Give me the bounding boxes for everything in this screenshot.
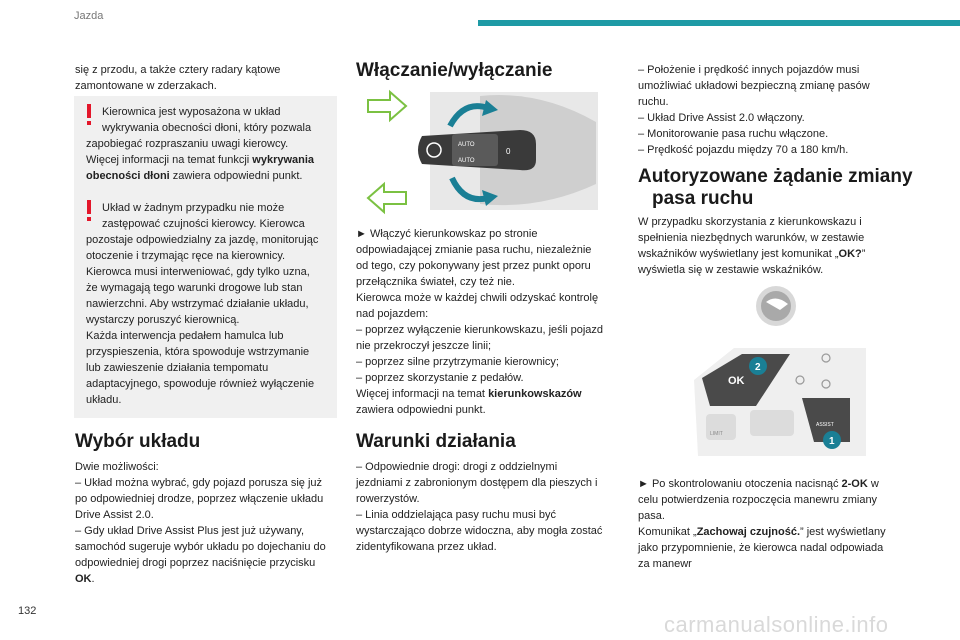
- text-line: po odpowiedniej drodze, poprzez włączenie układu: [75, 493, 324, 505]
- steering-wheel-controls-illustration: [690, 284, 870, 460]
- limit-label: LIMIT: [710, 431, 723, 437]
- text-line: Więcej informacji na temat funkcji wykrywania: [86, 154, 315, 166]
- text-line: ► Włączyć kierunkowskaz po stronie: [356, 228, 538, 240]
- text-line: przełącznika świateł, czy też nie.: [356, 276, 515, 288]
- col1-intro: [75, 62, 345, 94]
- text-line: W przypadku skorzystania z kierunkowskazu i: [638, 216, 862, 228]
- page-number: 132: [18, 605, 37, 617]
- assist-label: ASSIST: [816, 422, 834, 428]
- text-line: OK.: [75, 573, 95, 585]
- text-line: że wymagają tego warunki drogowe lub stan: [86, 282, 303, 294]
- heading-line: pasa ruchu: [652, 188, 754, 209]
- text-line: odpowiedniej drogi poprzez naciśnięcie przycisku: [75, 557, 316, 569]
- text-line: Drive Assist 2.0.: [75, 509, 154, 521]
- text-line: Dwie możliwości:: [75, 461, 159, 473]
- warning-box-driver-responsibility: [74, 192, 337, 418]
- text-line: spełnienia niezbędnych warunków, w zestawie: [638, 232, 865, 244]
- text-line: za manewr: [638, 558, 692, 570]
- text-line: – poprzez wyłączenie kierunkowskazu, jeśli pojazd: [356, 324, 604, 336]
- text-line: Kierownica jest wyposażona w układ: [102, 106, 281, 118]
- text-line: umożliwiać układowi bezpieczną zmianę pasów: [638, 80, 870, 92]
- text-line: lub zawieszenie działania tempomatu: [86, 362, 269, 374]
- text-line: od tego, czy pokonywany jest przez punkt oporu: [356, 260, 591, 272]
- col3-p2: [638, 476, 910, 572]
- text-line: pozostaje odpowiedzialny za jazdę, monitorując: [86, 234, 319, 246]
- text-line: jezdniami z zabronionym dostępem dla pieszych i: [356, 477, 598, 489]
- badge-2-label: 2: [755, 362, 761, 373]
- text-line: zastępować czujności kierowcy. Kierowca: [102, 218, 305, 230]
- heading-line: Autoryzowane żądanie zmiany: [638, 166, 913, 187]
- stalk-illustration: [360, 86, 610, 216]
- text-line: Każda interwencja pedałem hamulca lub: [86, 330, 284, 342]
- text-line: adaptacyjnego, spowoduje również wyłączenie: [86, 378, 315, 390]
- text-line: zawiera odpowiedni punkt.: [356, 404, 486, 416]
- text-line: układu.: [86, 394, 122, 406]
- heading-authorized-lane-change: [638, 166, 928, 210]
- text-line: wyświetla się w zestawie wskaźników.: [638, 264, 824, 276]
- heading-on-off: Włączanie/wyłączanie: [356, 60, 553, 81]
- text-line: ► Po skontrolowaniu otoczenia nacisnąć 2-OK w: [638, 478, 879, 490]
- text-line: – Położenie i prędkość innych pojazdów musi: [638, 64, 860, 76]
- text-line: zamontowane w zderzakach.: [75, 80, 217, 92]
- text-line: – Odpowiednie drogi: drogi z oddzielnymi: [356, 461, 558, 473]
- text-line: wskaźników wyświetlany jest komunikat „OK?”: [638, 248, 866, 260]
- text-line: – poprzez skorzystanie z pedałów.: [356, 372, 524, 384]
- col2-conditions: [356, 459, 618, 555]
- label-off: 0: [506, 147, 511, 156]
- col3-intro: [638, 62, 910, 158]
- text-line: pasa.: [638, 510, 665, 522]
- pause-button[interactable]: [750, 410, 794, 436]
- label-auto-top: AUTO: [458, 142, 475, 148]
- label-auto-bottom: AUTO: [458, 158, 475, 164]
- watermark: carmanualsonline.info: [664, 612, 889, 637]
- arrow-right-icon: [368, 92, 406, 120]
- text-line: – Prędkość pojazdu między 70 a 180 km/h.: [638, 144, 849, 156]
- heading-system-selection: Wybór układu: [75, 431, 201, 452]
- text-line: otoczenie i trzymając ręce na kierownicy.: [86, 250, 286, 262]
- text-line: wykrywania obecności dłoni, który pozwala: [102, 122, 312, 134]
- text-line: ruchu.: [638, 96, 669, 108]
- col1-body: [75, 459, 345, 587]
- text-line: Kierowca może w każdej chwili odzyskać kontrolę: [356, 292, 599, 304]
- text-line: – poprzez silne przytrzymanie kierownicy;: [356, 356, 559, 368]
- text-line: się z przodu, a także cztery radary kątowe: [75, 64, 281, 76]
- header-accent-bar: [478, 20, 960, 26]
- ok-label: OK: [728, 375, 745, 387]
- text-line: wystarczy poruszyć kierownicą.: [86, 314, 240, 326]
- text-line: samochód sugeruje wybór układu po dojechaniu do: [75, 541, 326, 553]
- badge-1-label: 1: [829, 436, 835, 447]
- text-line: – Monitorowanie pasa ruchu włączone.: [638, 128, 829, 140]
- text-line: nawierzchni. Aby wstrzymać działanie układu,: [86, 298, 309, 310]
- text-line: – Gdy układ Drive Assist Plus jest już używany,: [75, 525, 305, 537]
- section-title: Jazda: [74, 10, 104, 22]
- text-line: wystarczająco dobrze widoczna, aby mogła zostać: [356, 525, 603, 537]
- warning-icon: [85, 104, 93, 126]
- warning-box-hand-detection: [74, 96, 337, 194]
- text-line: jako przypomnienie, że kierowca nadal odpowiada: [638, 542, 884, 554]
- text-line: Więcej informacji na temat kierunkowskazów: [356, 388, 582, 400]
- col3-p1: [638, 214, 910, 278]
- text-line: – Układ można wybrać, gdy pojazd porusza się już: [75, 477, 323, 489]
- text-line: nie przekroczył jeszcze linii;: [356, 340, 492, 352]
- text-line: – Układ Drive Assist 2.0 włączony.: [638, 112, 805, 124]
- text-line: Układ w żadnym przypadku nie może: [102, 202, 285, 214]
- text-line: Komunikat „Zachowaj czujność.” jest wyświetlany: [638, 526, 886, 538]
- text-line: zapobiegać rozpraszaniu uwagi kierowcy.: [86, 138, 289, 150]
- warning-icon: [85, 200, 93, 222]
- text-line: nad pojazdem:: [356, 308, 429, 320]
- heading-operating-conditions: Warunki działania: [356, 431, 516, 452]
- text-line: odpowiadającej zmianie pasa ruchu, niezależnie: [356, 244, 592, 256]
- text-line: obecności dłoni zawiera odpowiedni punkt.: [86, 170, 303, 182]
- text-line: przyspieszenia, która spowoduje wstrzymanie: [86, 346, 310, 358]
- text-line: – Linia oddzielająca pasy ruchu musi być: [356, 509, 556, 521]
- col2-body: [356, 226, 618, 418]
- text-line: Kierowca musi interweniować, gdy tylko uzna,: [86, 266, 310, 278]
- text-line: celu potwierdzenia rozpoczęcia manewru zmiany: [638, 494, 878, 506]
- text-line: rowerzystów.: [356, 493, 420, 505]
- text-line: zidentyfikowana przez układ.: [356, 541, 497, 553]
- arrow-left-icon: [368, 184, 406, 212]
